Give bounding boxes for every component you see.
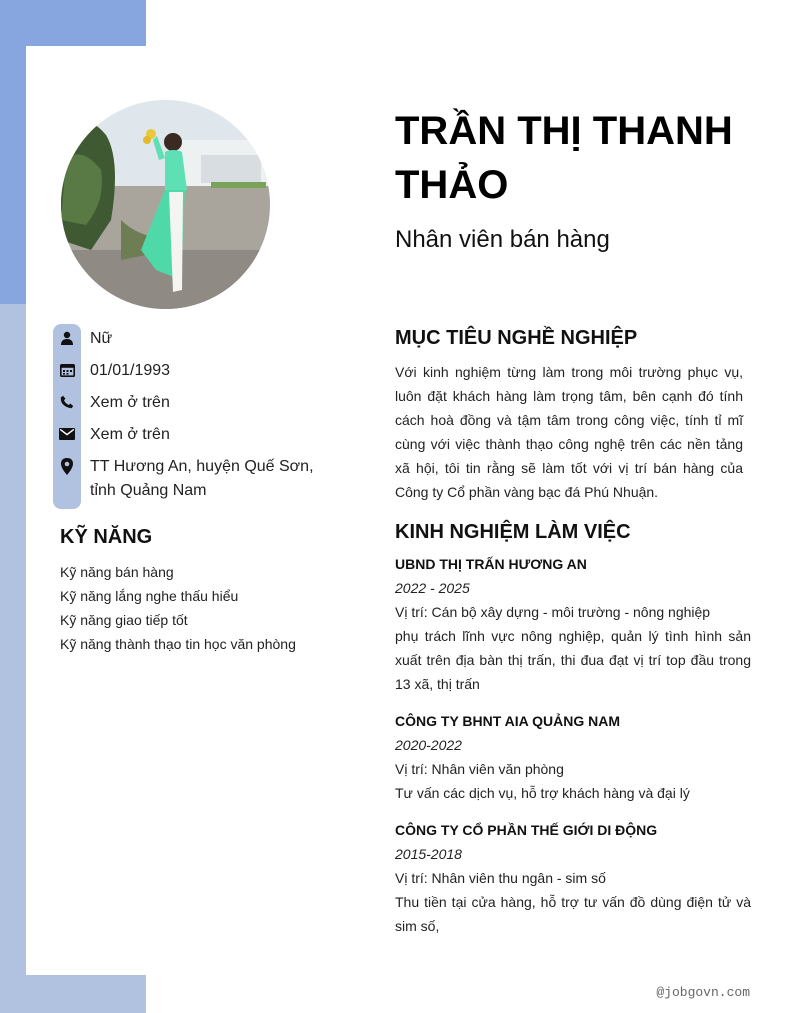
skill-item: Kỹ năng lắng nghe thấu hiểu xyxy=(60,588,239,604)
objective-heading: MỤC TIÊU NGHỀ NGHIỆP xyxy=(395,327,638,349)
profile-photo-illustration xyxy=(61,100,270,309)
calendar-icon xyxy=(53,359,81,381)
experience-years: 2020-2022 xyxy=(395,737,462,753)
skill-item: Kỹ năng giao tiếp tốt xyxy=(60,612,188,628)
experience-item xyxy=(395,709,751,805)
contact-gender xyxy=(53,324,343,356)
email-icon xyxy=(53,423,81,445)
experience-company: UBND THỊ TRẤN HƯƠNG AN xyxy=(395,556,587,572)
experience-item xyxy=(395,818,751,938)
phone-icon xyxy=(53,391,81,413)
location-icon xyxy=(53,455,81,477)
experience-description: phụ trách lĩnh vực nông nghiệp, quản lý tình hình sản xuất trên địa bàn thị trấn, thi đua đạt vị trí top đầu trong 13 xã, thị trấn xyxy=(395,628,751,692)
experience-position: Vị trí: Cán bộ xây dựng - môi trường - nông nghiệp xyxy=(395,604,711,620)
skill-item: Kỹ năng thành thạo tin học văn phòng xyxy=(60,636,296,652)
skills-heading: KỸ NĂNG xyxy=(60,526,153,548)
experience-company: CÔNG TY CỔ PHẦN THẾ GIỚI DI ĐỘNG xyxy=(395,822,658,838)
contact-address xyxy=(53,452,343,503)
experience-position: Vị trí: Nhân viên văn phòng xyxy=(395,761,564,777)
contact-birthday xyxy=(53,356,343,388)
contact-list xyxy=(53,324,343,503)
experience-years: 2022 - 2025 xyxy=(395,580,470,596)
skill-item: Kỹ năng bán hàng xyxy=(60,564,174,580)
phone-value: Xem ở trên xyxy=(90,394,170,411)
experience-heading: KINH NGHIỆM LÀM VIỆC xyxy=(395,521,631,543)
experience-item xyxy=(395,552,751,696)
objective-text: Với kinh nghiệm từng làm trong môi trường phục vụ, luôn đặt khách hàng làm trọng tâm, bên cạnh đó tính cách hoà đồng và tậm tâm trong công việc, tính tỉ mĩ cùng với việc thành thạo công nghệ trên các nền tảng xã hội, tôi tin rằng sẽ làm tốt với vị trí bán hàng của Công ty Cổ phần vàng bạc đá Phú Nhuận. xyxy=(395,364,743,500)
experience-description: Tư vấn các dịch vụ, hỗ trợ khách hàng và đại lý xyxy=(395,785,690,801)
gender-value: Nữ xyxy=(90,330,113,347)
contact-phone xyxy=(53,388,343,420)
email-value: Xem ở trên xyxy=(90,426,170,443)
experience-company: CÔNG TY BHNT AIA QUẢNG NAM xyxy=(395,713,621,729)
address-value: TT Hương An, huyện Quế Sơn, tỉnh Quảng Nam xyxy=(90,458,314,499)
experience-description: Thu tiền tại cửa hàng, hỗ trợ tư vấn đồ dùng điện tử và sim số, xyxy=(395,894,751,934)
decor-strip-left xyxy=(0,304,26,1013)
person-icon xyxy=(53,327,81,349)
candidate-job-title: Nhân viên bán hàng xyxy=(395,226,610,253)
experience-position: Vị trí: Nhân viên thu ngân - sim số xyxy=(395,870,606,886)
experience-years: 2015-2018 xyxy=(395,846,462,862)
decor-block-bottom xyxy=(26,975,146,1013)
profile-photo xyxy=(61,100,270,309)
candidate-name: TRẦN THỊ THANH THẢO xyxy=(395,109,733,207)
skills-list xyxy=(60,560,296,656)
watermark-text: @jobgovn.com xyxy=(656,985,750,1000)
contact-email xyxy=(53,420,343,452)
birthday-value: 01/01/1993 xyxy=(90,362,171,379)
